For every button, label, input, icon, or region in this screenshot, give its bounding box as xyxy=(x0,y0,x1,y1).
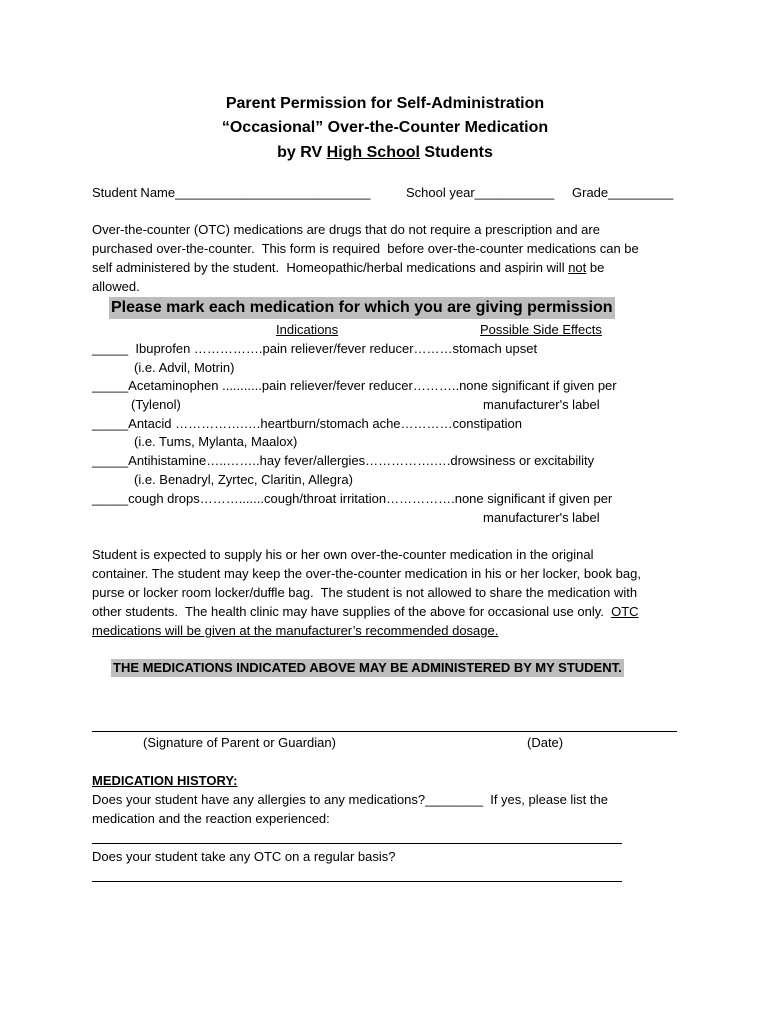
supply-line-4-pre: other students. The health clinic may have supplies of the above for occasional use only. xyxy=(92,604,612,619)
grade-field[interactable]: Grade_________ xyxy=(572,185,674,200)
signature-line[interactable] xyxy=(92,731,677,732)
intro-line-1: Over-the-counter (OTC) medications are drugs that do not require a prescription and are xyxy=(92,222,600,237)
permission-banner: Please mark each medication for which you are giving permission xyxy=(109,297,615,319)
title-school-name: High School xyxy=(326,144,420,161)
history-allergies-question-cont: medication and the reaction experienced: xyxy=(92,811,330,826)
medication-note-acetaminophen: (Tylenol) xyxy=(131,397,181,412)
medication-note-ibuprofen: (i.e. Advil, Motrin) xyxy=(134,360,235,375)
intro-line-4: allowed. xyxy=(92,279,140,294)
medication-row-cough-drops[interactable]: _____cough drops……….......cough/throat irritation…………….none significant if given per xyxy=(92,491,613,506)
supply-otc: OTC xyxy=(611,604,639,619)
supply-line-5: medications will be given at the manufacturer’s recommended dosage. xyxy=(92,623,499,638)
supply-line-1: Student is expected to supply his or her own over-the-counter medication in the original xyxy=(92,547,594,562)
side-effects-header: Possible Side Effects xyxy=(480,322,602,337)
medication-note-antacid: (i.e. Tums, Mylanta, Maalox) xyxy=(134,434,298,449)
title-line-3-pre: by RV xyxy=(277,144,327,161)
intro-line-3-pre: self administered by the student. Homeopathic/herbal medications and aspirin will xyxy=(92,260,569,275)
medication-row-antihistamine[interactable]: _____Antihistamine…..……..hay fever/allergies…………….….drowsiness or excitability xyxy=(92,453,595,468)
supply-line-2: container. The student may keep the over-the-counter medication in his or her locker, book bag, xyxy=(92,566,641,581)
title-line-1: Parent Permission for Self-Administration xyxy=(225,95,545,112)
intro-line-3-post: be xyxy=(586,260,605,275)
allergies-answer-line[interactable] xyxy=(92,843,622,844)
medication-note2-cough-drops: manufacturer's label xyxy=(483,510,600,525)
title-line-3-post: Students xyxy=(419,144,493,161)
medication-row-antacid[interactable]: _____Antacid …………….….heartburn/stomach ache…………constipation xyxy=(92,416,522,431)
title-line-3 xyxy=(0,144,770,162)
medication-note2-acetaminophen: manufacturer's label xyxy=(483,397,600,412)
supply-line-4 xyxy=(92,604,639,619)
history-heading: MEDICATION HISTORY: xyxy=(92,773,238,788)
student-name-field[interactable]: Student Name___________________________ xyxy=(92,185,371,200)
signature-date-label: (Date) xyxy=(527,735,564,750)
history-otc-question: Does your student take any OTC on a regular basis? xyxy=(92,849,396,864)
title-line-2: “Occasional” Over-the-Counter Medication xyxy=(221,119,549,136)
indications-header: Indications xyxy=(276,322,339,337)
intro-line-2: purchased over-the-counter. This form is required before over-the-counter medications can be xyxy=(92,241,639,256)
administer-banner: THE MEDICATIONS INDICATED ABOVE MAY BE ADMINISTERED BY MY STUDENT. xyxy=(113,660,622,675)
school-year-field[interactable]: School year___________ xyxy=(406,185,555,200)
otc-answer-line[interactable] xyxy=(92,881,622,882)
intro-not: not xyxy=(568,260,587,275)
history-allergies-question[interactable]: Does your student have any allergies to any medications?________ If yes, please list the xyxy=(92,792,608,807)
supply-line-3: purse or locker room locker/duffle bag. The student is not allowed to share the medication with xyxy=(92,585,638,600)
medication-row-ibuprofen[interactable]: _____ Ibuprofen …………….pain reliever/fever reducer………stomach upset xyxy=(92,341,538,356)
medication-row-acetaminophen[interactable]: _____Acetaminophen ...........pain reliever/fever reducer………..none significant if given per xyxy=(92,378,617,393)
signature-parent-label: (Signature of Parent or Guardian) xyxy=(143,735,336,750)
intro-line-3 xyxy=(92,260,604,275)
medication-note-antihistamine: (i.e. Benadryl, Zyrtec, Claritin, Allegra) xyxy=(134,472,353,487)
